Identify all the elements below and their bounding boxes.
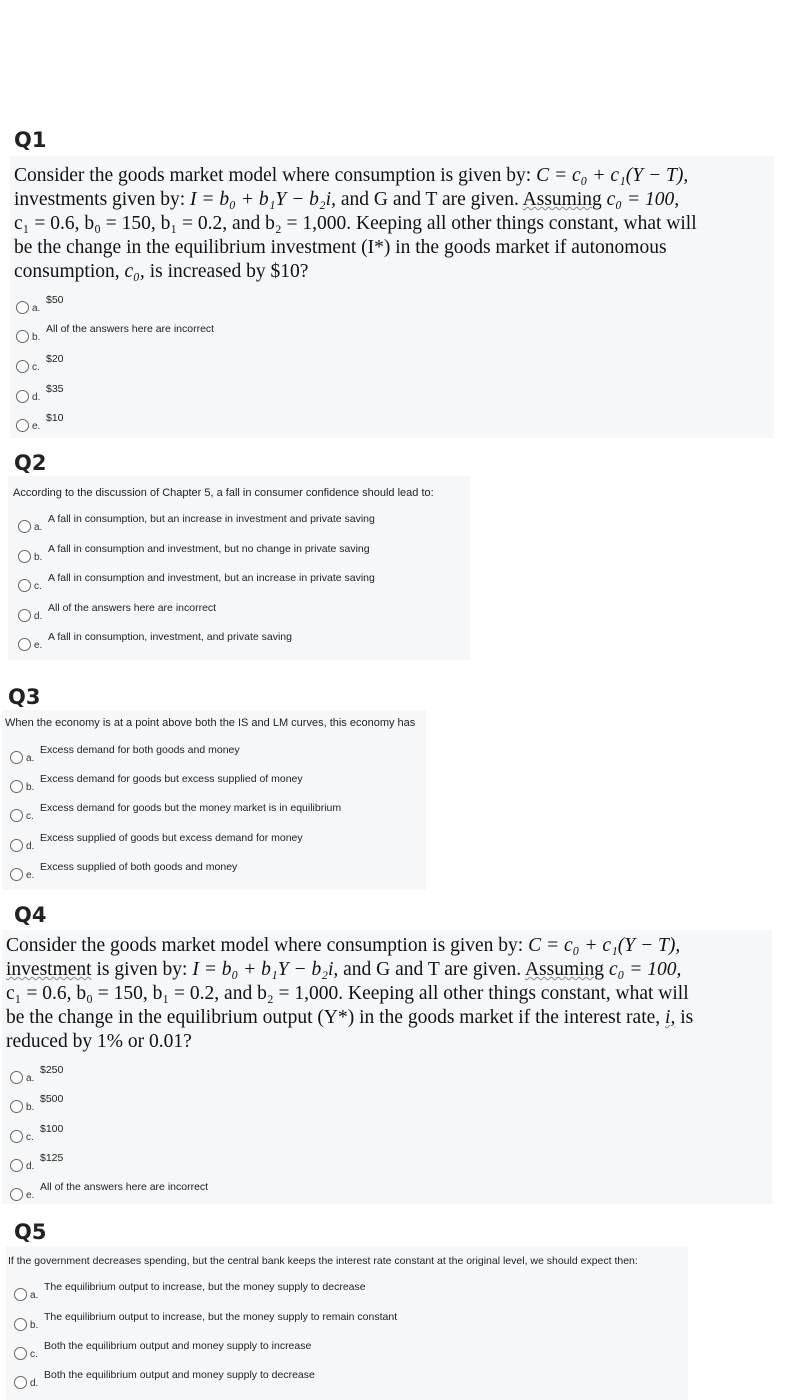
option-text: $125: [40, 1152, 64, 1164]
option-text: $20: [46, 353, 64, 365]
option-letter: e.: [32, 421, 41, 432]
option-letter: b.: [26, 782, 35, 793]
option-text: $10: [46, 412, 64, 424]
q5-stem: If the government decreases spending, but the central bank keeps the interest rate constant at the original level, we should expect then:: [8, 1255, 638, 1267]
option-text: $35: [46, 383, 64, 395]
q2-panel: [8, 476, 470, 660]
radio-icon[interactable]: [10, 1100, 23, 1113]
q4-panel: [2, 930, 772, 1204]
option-text: All of the answers here are incorrect: [48, 602, 217, 614]
option-letter: e.: [26, 1190, 35, 1201]
option-text: All of the answers here are incorrect: [40, 1181, 209, 1193]
option-text: Both the equilibrium output and money supply to increase: [44, 1340, 312, 1352]
option-letter: a.: [26, 753, 35, 764]
radio-icon[interactable]: [16, 390, 29, 403]
option-text: All of the answers here are incorrect: [46, 323, 215, 335]
option-letter: c.: [32, 362, 40, 373]
q4-title: Q4: [14, 903, 47, 927]
q4-stem-l5: reduced by 1% or 0.01?: [6, 1031, 192, 1052]
radio-icon[interactable]: [10, 780, 23, 793]
q1-stem-l5b: c₀,: [124, 261, 145, 282]
q1-stem-assuming: Assuming: [522, 189, 602, 210]
option-text: Excess supplied of both goods and money: [40, 861, 238, 873]
option-text: The equilibrium output to increase, but the money supply to decrease: [44, 1281, 366, 1293]
radio-icon[interactable]: [10, 1159, 23, 1172]
q3-title: Q3: [8, 685, 41, 709]
option-text: A fall in consumption, investment, and private saving: [48, 631, 292, 643]
option-letter: c.: [26, 1132, 34, 1143]
q4-stem-l4a: be the change in the equilibrium output (Y*) in the goods market if the interest rate,: [6, 1007, 661, 1028]
option-text: A fall in consumption and investment, but an increase in private saving: [48, 572, 375, 584]
option-letter: a.: [26, 1073, 35, 1084]
option-letter: d.: [30, 1378, 39, 1389]
radio-icon[interactable]: [14, 1347, 27, 1360]
radio-icon[interactable]: [18, 550, 31, 563]
q1-title: Q1: [14, 128, 47, 152]
option-letter: d.: [34, 611, 43, 622]
q1-panel: [10, 156, 774, 438]
radio-icon[interactable]: [10, 868, 23, 881]
q4-stem: [2, 932, 776, 1056]
radio-icon[interactable]: [16, 301, 29, 314]
option-text: A fall in consumption, but an increase in investment and private saving: [48, 513, 375, 525]
radio-icon[interactable]: [18, 609, 31, 622]
option-text: Excess demand for goods but the money market is in equilibrium: [40, 802, 342, 814]
option-text: $500: [40, 1093, 64, 1105]
option-letter: b.: [34, 552, 43, 563]
option-letter: d.: [26, 1161, 35, 1172]
q4-stem-l3: c₁ = 0.6, b₀ = 150, b₁ = 0.2, and b₂ = 1,000. Keeping all other things constant, what will: [6, 983, 689, 1004]
option-letter: c.: [26, 811, 34, 822]
q4-stem-l1a: Consider the goods market model where consumption is given by:: [6, 935, 524, 956]
radio-icon[interactable]: [14, 1288, 27, 1301]
q5-panel: [6, 1246, 688, 1400]
q2-title: Q2: [14, 451, 47, 475]
option-letter: d.: [32, 392, 41, 403]
q1-stem-l2b: and G and T are given.: [340, 189, 519, 210]
q4-stem-l2b: is given by:: [96, 959, 188, 980]
radio-icon[interactable]: [14, 1376, 27, 1389]
option-letter: b.: [32, 332, 41, 343]
q1-stem-c0: c₀ = 100,: [606, 189, 680, 210]
option-letter: a.: [30, 1290, 39, 1301]
q2-stem: According to the discussion of Chapter 5, a fall in consumer confidence should lead to:: [13, 487, 434, 499]
radio-icon[interactable]: [10, 1071, 23, 1084]
option-text: $50: [46, 294, 64, 306]
radio-icon[interactable]: [18, 520, 31, 533]
q1-investment-eq: I = b₀ + b₁Y − b₂i,: [190, 189, 336, 210]
radio-icon[interactable]: [16, 360, 29, 373]
radio-icon[interactable]: [18, 579, 31, 592]
radio-icon[interactable]: [10, 809, 23, 822]
radio-icon[interactable]: [14, 1318, 27, 1331]
q4-stem-investment: investment: [6, 959, 92, 980]
option-text: Excess demand for both goods and money: [40, 744, 240, 756]
option-letter: a.: [32, 303, 41, 314]
option-letter: b.: [26, 1102, 35, 1113]
option-text: Excess supplied of goods but excess demand for money: [40, 832, 303, 844]
q1-stem-l4: be the change in the equilibrium investment (I*) in the goods market if autonomous: [14, 237, 667, 258]
q1-stem-l5a: consumption,: [14, 261, 120, 282]
q4-stem-l4c: is: [680, 1007, 694, 1028]
q4-stem-assuming: Assuming: [524, 959, 605, 980]
option-letter: e.: [34, 640, 43, 651]
q1-stem-l5c: is increased by $10?: [149, 261, 309, 282]
option-text: $250: [40, 1064, 64, 1076]
q1-stem-l1a: Consider the goods market model where consumption is given by:: [14, 165, 532, 186]
option-letter: c.: [34, 581, 42, 592]
q3-stem: When the economy is at a point above both the IS and LM curves, this economy has: [5, 717, 416, 729]
option-letter: a.: [34, 522, 43, 533]
radio-icon[interactable]: [18, 638, 31, 651]
q4-investment-eq: I = b₀ + b₁Y − b₂i,: [192, 959, 339, 980]
q4-stem-l2c: and G and T are given.: [343, 959, 522, 980]
radio-icon[interactable]: [16, 419, 29, 432]
option-text: The equilibrium output to increase, but the money supply to remain constant: [44, 1311, 398, 1323]
radio-icon[interactable]: [10, 1130, 23, 1143]
option-letter: e.: [26, 870, 35, 881]
q4-stem-c0: c₀ = 100,: [608, 959, 682, 980]
radio-icon[interactable]: [10, 751, 23, 764]
q1-stem-l3: c₁ = 0.6, b₀ = 150, b₁ = 0.2, and b₂ = 1,000. Keeping all other things constant, what will: [14, 213, 697, 234]
option-text: Excess demand for goods but excess supplied of money: [40, 773, 303, 785]
q4-consumption-eq: C = c₀ + c₁(Y − T),: [528, 935, 681, 956]
q1-stem-l2a: investments given by:: [14, 189, 186, 210]
option-text: A fall in consumption and investment, but no change in private saving: [48, 543, 370, 555]
q5-title: Q5: [14, 1220, 47, 1244]
q3-panel: [2, 710, 426, 890]
radio-icon[interactable]: [10, 839, 23, 852]
q4-stem-i: i,: [665, 1007, 676, 1028]
option-letter: c.: [30, 1349, 38, 1360]
option-text: Both the equilibrium output and money supply to decrease: [44, 1369, 315, 1381]
option-text: $100: [40, 1123, 64, 1135]
option-letter: d.: [26, 841, 35, 852]
q1-consumption-eq: C = c₀ + c₁(Y − T),: [536, 165, 689, 186]
q1-stem: [10, 162, 778, 286]
radio-icon[interactable]: [16, 330, 29, 343]
radio-icon[interactable]: [10, 1188, 23, 1201]
option-letter: b.: [30, 1320, 39, 1331]
